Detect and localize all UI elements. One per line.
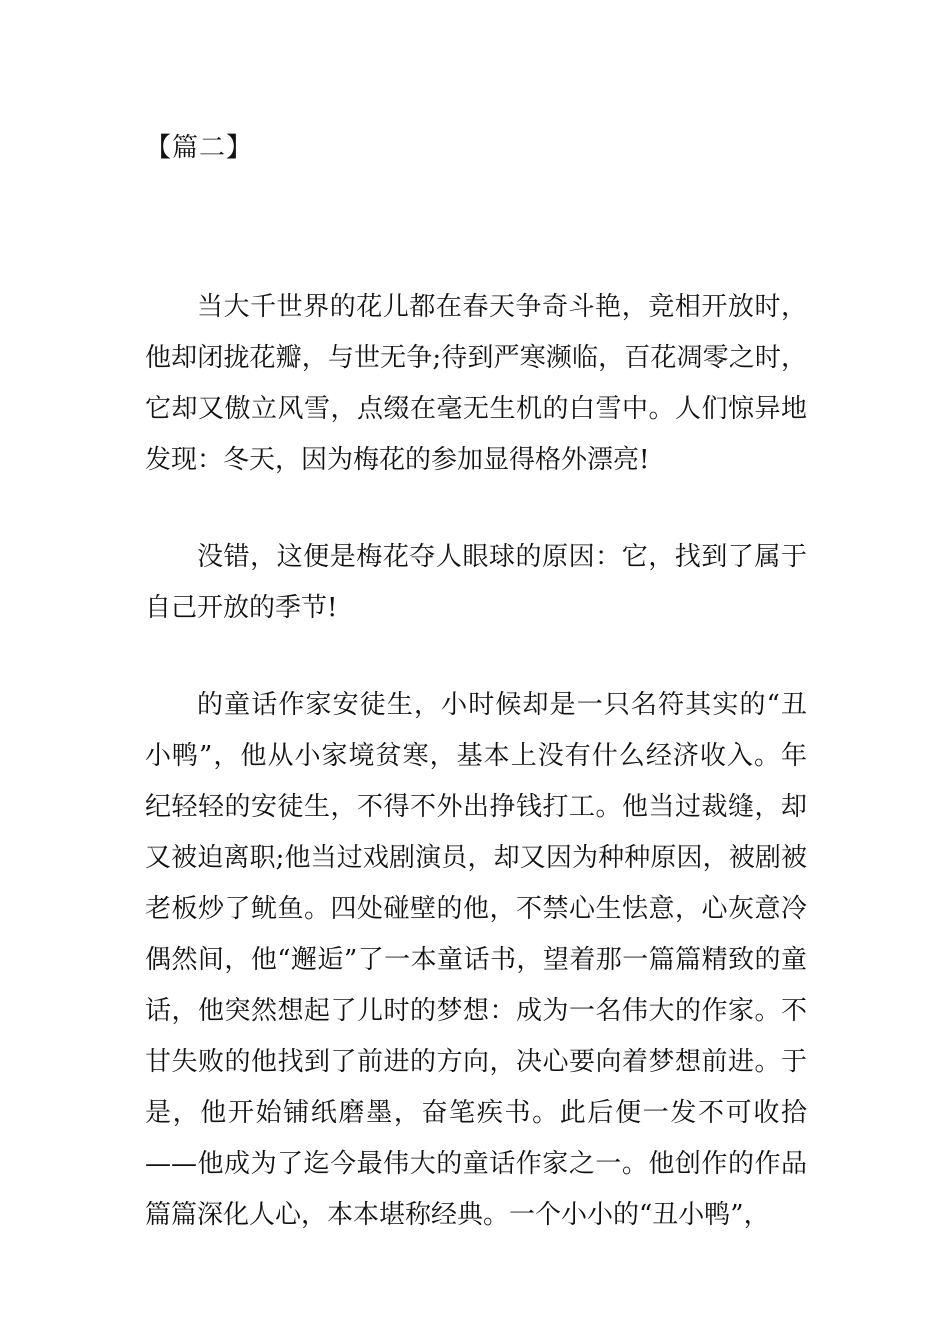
paragraph-andersen: 的童话作家安徒生，小时候却是一只名符其实的“丑小鸭”，他从小家境贫寒，基本上没有什么经济收入。年纪轻轻的安徒生，不得不外出挣钱打工。他当过裁缝，却又被迫离职;他当过戏剧演员，却又因为种种原因，被剧被老板炒了鱿鱼。四处碰壁的他，不禁心生怯意，心灰意冷偶然间，他“邂逅”了一本童话书，望着那一篇篇精致的童话，他突然想起了儿时的梦想：成为一名伟大的作家。不甘失败的他找到了前进的方向，决心要向着梦想前进。于是，他开始铺纸磨墨，奋笔疾书。此后便一发不可收拾——他成为了迄今最伟大的童话作家之一。他创作的作品篇篇深化人心，本本堪称经典。一个小小的“丑小鸭”， bbox=[145, 690, 807, 1230]
body-text bbox=[145, 282, 807, 1287]
paragraph-plum-blossom: 当大千世界的花儿都在春天争奇斗艳，竞相开放时，他却闭拢花瓣，与世无争;待到严寒濒临，百花凋零之时，它却又傲立风雪，点缀在毫无生机的白雪中。人们惊异地发现：冬天，因为梅花的参加显得格外漂亮! bbox=[145, 292, 807, 475]
paragraph-reason: 没错，这便是梅花夺人眼球的原因：它，找到了属于自己开放的季节! bbox=[145, 542, 807, 623]
section-heading: 【篇二】 bbox=[145, 133, 254, 163]
